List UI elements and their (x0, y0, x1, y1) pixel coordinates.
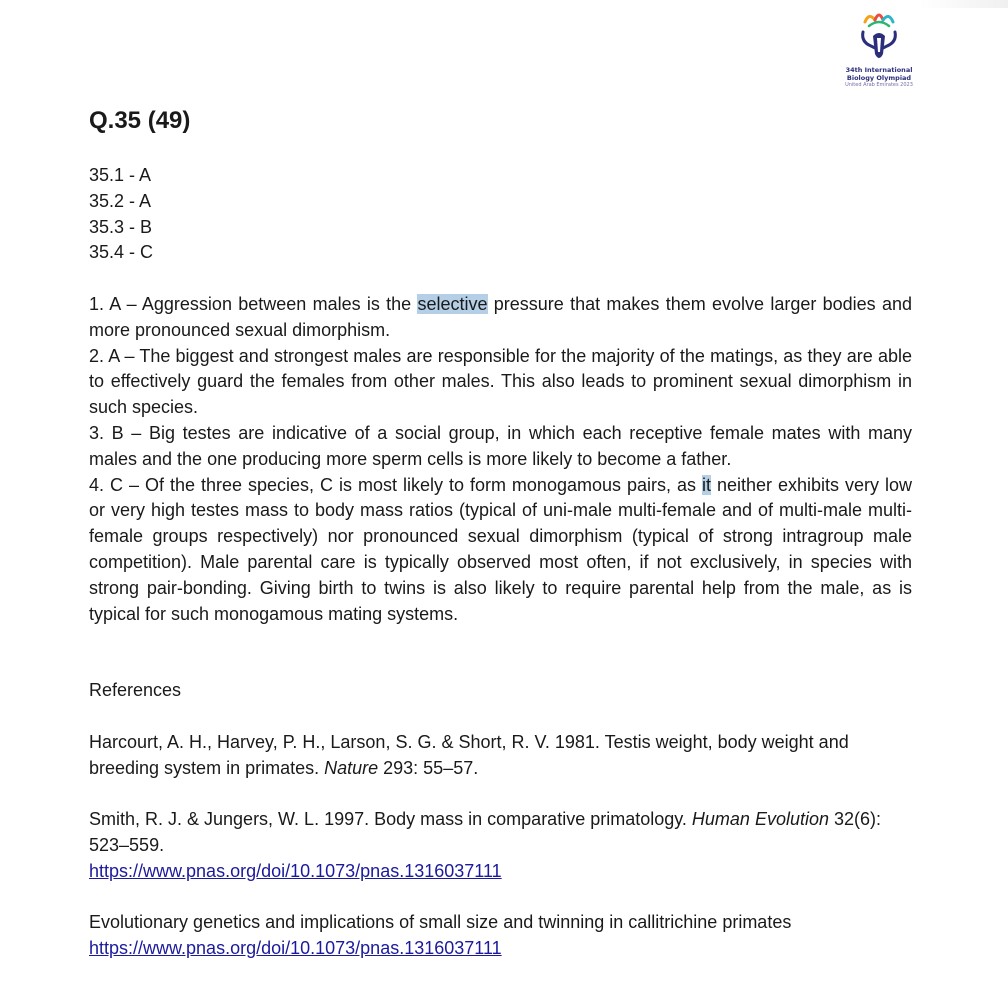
question-title: Q.35 (49) (89, 107, 191, 134)
logo-line-2: Biology Olympiad (846, 74, 912, 82)
page-edge-shadow (918, 0, 1008, 8)
reference-1 (89, 730, 912, 782)
reference-1-tail: 293: 55–57. (378, 757, 479, 778)
answer-item: 35.3 - B (89, 216, 153, 237)
answer-item: 35.1 - A (89, 165, 152, 185)
reference-3-link[interactable]: https://www.pnas.org/doi/10.1073/pnas.1316037111 (89, 937, 502, 958)
answer-item: 35.4 - C (89, 242, 154, 263)
reference-2-journal: Human Evolution (691, 809, 829, 829)
explanation-1 (89, 292, 912, 344)
reference-2-citation (89, 807, 912, 859)
reference-2 (89, 807, 912, 884)
explanation-4-end: neither exhibits very low or very high testes mass to body mass ratios (typical of uni-male multi-female and of multi-male multi-female groups respectively) nor pronounced sexual dimorphism (typical of strong intragroup male competition). Male parental care is typically observed most often, if not exclusively, in species with strong pair-bonding. Giving birth to twins is also likely to require parental help from the male, as is typical for such monogamous mating systems. (89, 474, 913, 624)
ibo-logo (840, 8, 918, 100)
reference-2-link-line (89, 859, 912, 885)
explanation-1-start: 1. A – Aggression between males is the (89, 294, 418, 314)
reference-1-text: Harcourt, A. H., Harvey, P. H., Larson, S. G. & Short, R. V. 1981. Testis weight, body weight and breeding system in primates. (89, 732, 849, 778)
logo-line-1: 34th International (845, 66, 913, 74)
reference-3-link-line (89, 936, 912, 962)
answer-item: 35.2 - A (89, 190, 152, 211)
answer-list (89, 163, 153, 266)
reference-2-tail: 32(6): 523–559. (89, 809, 882, 855)
reference-3-text: Evolutionary genetics and implications of small size and twinning in callitrichine primates (89, 912, 792, 932)
explanation-2: 2. A – The biggest and strongest males are responsible for the majority of the matings, as they are able to effectively guard the females from other males. This also leads to prominent sexual dimorphism in such species. (89, 345, 912, 418)
reference-2-text: Smith, R. J. & Jungers, W. L. 1997. Body mass in comparative primatology. (89, 809, 692, 829)
logo-line-3: United Arab Emirates 2023 (845, 82, 913, 88)
explanation-4-start: 4. C – Of the three species, C is most likely to form monogamous pairs, as (89, 474, 702, 495)
ibo-emblem-icon (851, 8, 907, 66)
explanation-1-end: pressure that makes them evolve larger bodies and more pronounced sexual dimorphism. (89, 294, 912, 340)
reference-2-link[interactable]: https://www.pnas.org/doi/10.1073/pnas.1316037111 (89, 860, 502, 881)
explanation-4 (89, 473, 912, 628)
references-heading: References (89, 680, 182, 700)
explanations (89, 292, 912, 627)
explanation-3: 3. B – Big testes are indicative of a social group, in which each receptive female mates with many males and the one producing more sperm cells is more likely to become a father. (89, 422, 912, 469)
search-match-highlight: it (701, 474, 711, 495)
reference-1-journal: Nature (324, 757, 379, 778)
reference-3 (89, 910, 912, 962)
selected-text-highlight: selective (417, 294, 488, 314)
